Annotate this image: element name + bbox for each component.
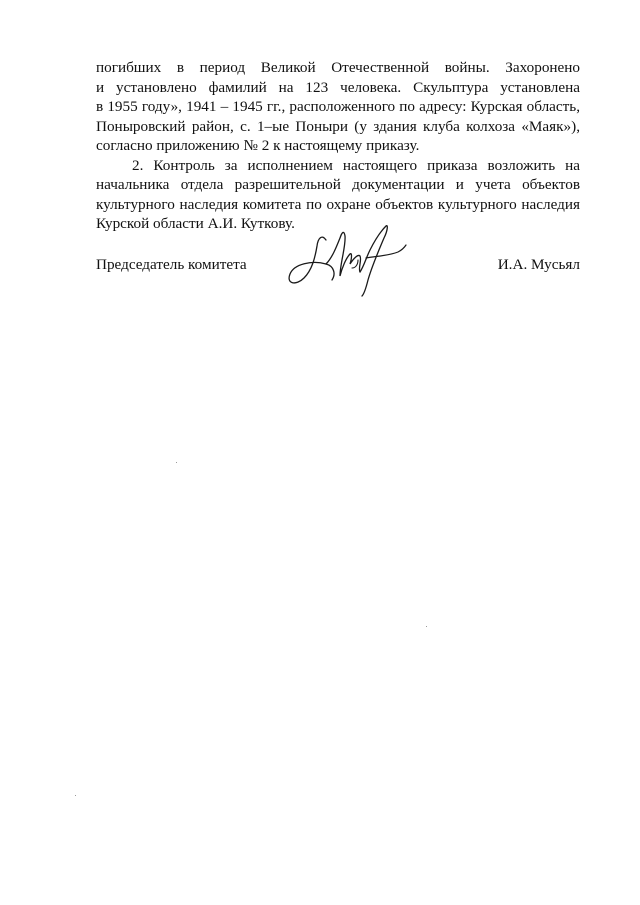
paragraph-line: культурного наследия комитета по охране объектов культурного наследия [96, 195, 580, 213]
scan-speck [75, 795, 76, 796]
paragraph-line: согласно приложению № 2 к настоящему приказу. [96, 137, 420, 154]
handwritten-signature [282, 218, 412, 298]
paragraph-line: погибших в период Великой Отечественной войны. Захоронено [96, 59, 580, 76]
signatory-title: Председатель комитета [96, 256, 247, 273]
scan-speck [176, 462, 177, 463]
paragraph-line: Поныровский район, с. 1–ые Поныри (у здания клуба колхоза «Маяк»), [96, 117, 580, 135]
paragraph-1 [96, 58, 580, 156]
paragraph-line: в 1955 году», 1941 – 1945 гг., расположенного по адресу: Курская область, [96, 98, 580, 115]
paragraph-line: и установлено фамилий на 123 человека. Скульптура установлена [96, 78, 580, 96]
paragraph-line: 2. Контроль за исполнением настоящего приказа возложить на [132, 156, 580, 174]
scan-speck [426, 626, 427, 627]
signatory-name: И.А. Мусьял [497, 256, 580, 273]
document-body [96, 58, 580, 234]
paragraph-line: начальника отдела разрешительной документации и учета объектов [96, 176, 580, 193]
paragraph-line: Курской области А.И. Куткову. [96, 215, 295, 232]
